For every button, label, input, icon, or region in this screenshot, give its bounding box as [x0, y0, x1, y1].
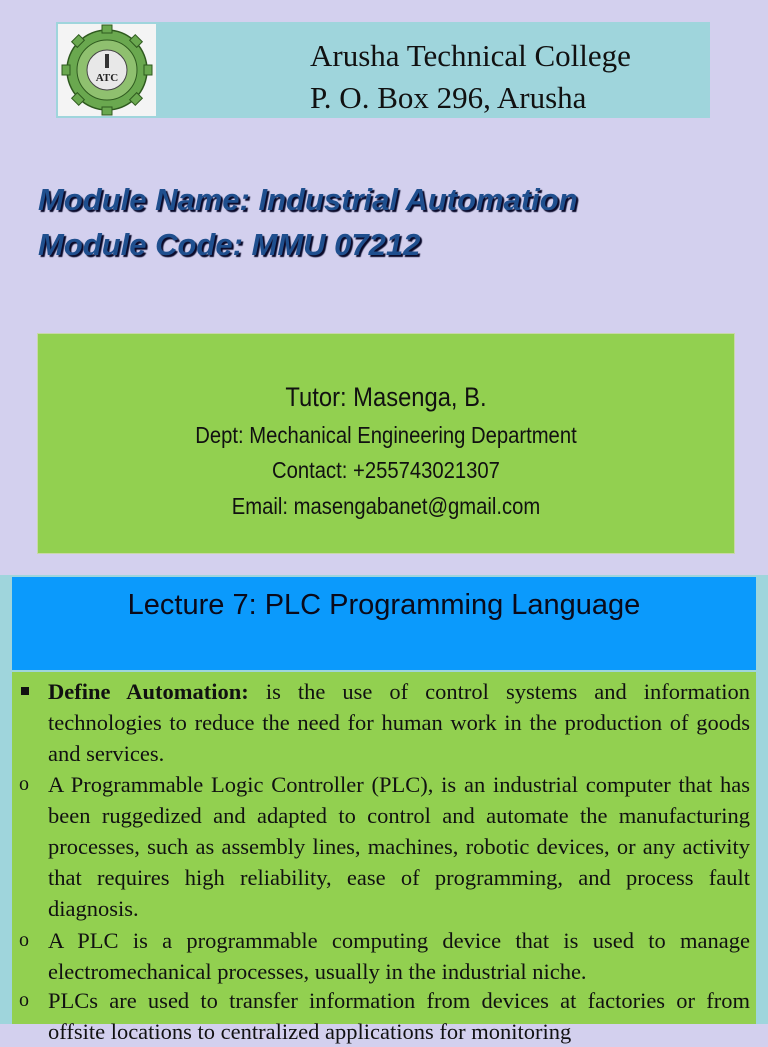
module-code: Module Code: MMU 07212	[38, 227, 421, 262]
module-name: Module Name: Industrial Automation	[38, 182, 578, 217]
lecture-content	[12, 672, 756, 1044]
college-address: P. O. Box 296, Arusha	[310, 80, 587, 115]
college-header	[56, 22, 710, 118]
list-item: A Programmable Logic Controller (PLC), is an industrial computer that has been ruggedized and adapted to control and automate the manufacturing processes, such as assembly lines, machines, robotic devices, or any activity that requires high reliability, ease of programming, and process fault diagnosis.	[48, 772, 750, 921]
definition-text: is the use of control systems and information technologies to reduce the need for human work in the production of goods and services.	[48, 679, 750, 766]
tutor-department: Dept: Mechanical Engineering Department	[195, 422, 577, 448]
circle-bullet-icon: o	[19, 929, 29, 951]
lecture-title: Lecture 7: PLC Programming Language	[127, 589, 641, 621]
list-item: PLCs are used to transfer information from devices at factories or from offsite locations to centralized applications for monitoring	[48, 988, 750, 1044]
square-bullet-icon	[21, 687, 29, 695]
list-item	[48, 676, 750, 769]
circle-bullet-icon: o	[19, 989, 29, 1011]
tutor-email: Email: masengabanet@gmail.com	[231, 493, 541, 519]
list-item: A PLC is a programmable computing device that is used to manage electromechanical processes, usually in the industrial niche.	[48, 928, 750, 984]
college-name: Arusha Technical College	[310, 38, 631, 73]
college-logo	[58, 24, 156, 116]
circle-bullet-icon: o	[19, 773, 29, 795]
gear-logo-icon	[58, 24, 156, 116]
tutor-contact: Contact: +255743021307	[272, 457, 500, 483]
tutor-info-box	[38, 334, 734, 553]
tutor-name: Tutor: Masenga, B.	[285, 382, 487, 412]
lecture-header	[12, 577, 756, 670]
logo-letters: ATC	[95, 72, 119, 84]
definition-term: Define Automation:	[48, 679, 249, 704]
